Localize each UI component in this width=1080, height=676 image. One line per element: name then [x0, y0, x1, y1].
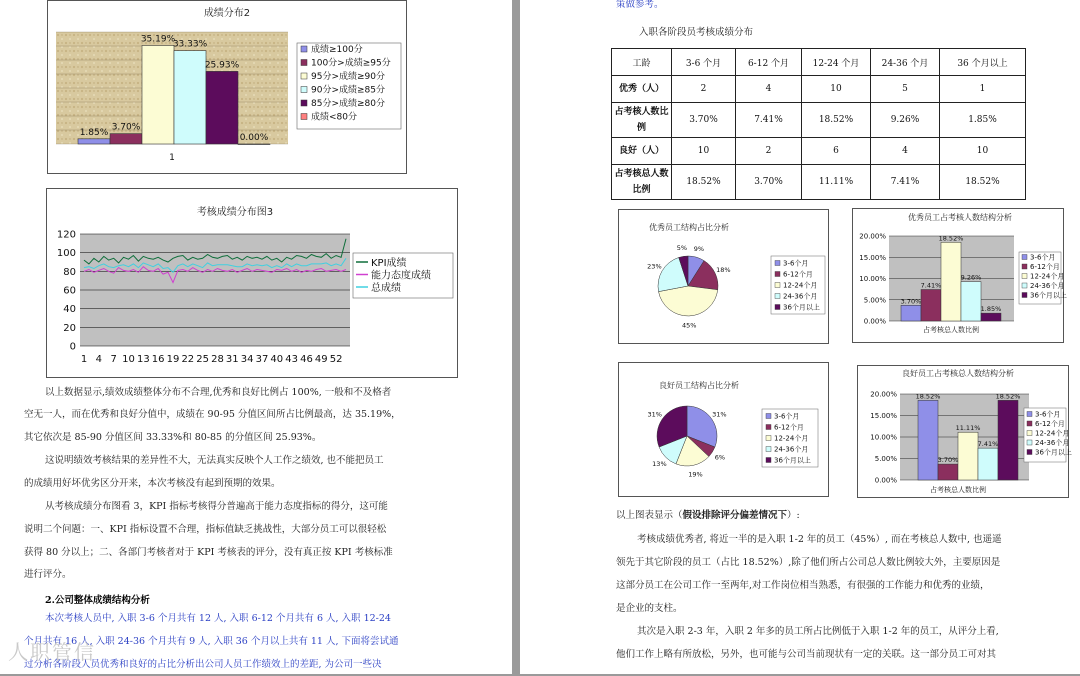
bar-data-label: 1.85%	[980, 305, 1002, 314]
chart2-bar	[238, 144, 270, 145]
excellent-ratio-svg	[853, 209, 1067, 342]
chart3-x-tick: 25	[196, 354, 210, 365]
pie-data-label: 45%	[681, 321, 697, 330]
table-header-cell: 24-36 个月	[871, 49, 940, 76]
pie-data-label: 23%	[647, 262, 662, 271]
blue-line-1: 本次考核人员中, 入职 3-6 个月共有 12 人, 入职 6-12 个月共有 6 人, 入职 12-24	[45, 613, 391, 624]
table-header-cell: 工龄	[612, 49, 672, 76]
legend-swatch	[1022, 283, 1027, 288]
chart3-x-tick: 31	[225, 354, 239, 365]
table-header-cell: 36 个月以上	[940, 49, 1026, 76]
table-header-cell: 6-12 个月	[736, 49, 802, 76]
chart2-legend-swatch	[301, 60, 307, 66]
chart3-x-tick: 37	[255, 354, 269, 365]
chart2-data-label: 1.85%	[79, 127, 109, 138]
chart3-y-tick: 100	[56, 248, 76, 260]
table-header-row	[612, 49, 1026, 76]
tenure-score-table	[611, 48, 1026, 200]
bar-data-label: 3.70%	[900, 297, 922, 306]
pie-data-label: 13%	[652, 460, 667, 469]
chart3-x-tick: 49	[314, 354, 328, 365]
bar	[938, 464, 958, 480]
chart3-x-tick: 4	[95, 354, 103, 365]
legend-label: 3-6个月	[774, 412, 800, 421]
chart3-y-tick: 80	[63, 266, 76, 278]
table-cell: 10	[940, 138, 1026, 165]
score-distribution-svg	[48, 1, 406, 173]
bar1-title: 优秀员工占考核人数结构分析	[908, 213, 1012, 222]
legend-swatch	[766, 436, 771, 441]
bar	[921, 290, 941, 321]
chart2-legend-swatch	[301, 73, 307, 79]
table-cell: 5	[871, 76, 940, 103]
table-row-label: 良好（人）	[612, 138, 672, 165]
right-line-6: 他们工作上略有所放松，另外，也可能与公司当前现状有一定的关联。这一部分员工可对其	[616, 649, 997, 660]
body-line-3: 其它依次是 85-90 分值区间 33.33%和 80-85 的分值区间 25.93%。	[24, 432, 322, 443]
body-line-7: 说明二个问题：一、KPI 指标设置不合理，指标值缺乏挑战性，大部分员工可以很轻松	[24, 524, 387, 535]
legend-label: 12-24个月	[1030, 272, 1065, 281]
chart3-y-tick: 120	[56, 229, 76, 241]
table-cell: 2	[736, 138, 802, 165]
right-line-3: 这部分员工在公司工作一至两年,对工作岗位相当熟悉，有很强的工作能力和优秀的业绩，	[616, 580, 990, 591]
chart2-data-label: 35.19%	[140, 34, 176, 45]
table-cell: 10	[802, 76, 871, 103]
bar	[961, 282, 981, 321]
document-page-right	[520, 0, 1080, 674]
legend-swatch	[1027, 431, 1032, 436]
bar-data-label: 9.26%	[960, 273, 982, 282]
pie2-title: 良好员工结构占比分析	[659, 381, 739, 390]
summary-line	[616, 505, 800, 527]
chart2-legend-label: 95分>成绩≥90分	[311, 72, 385, 82]
section-heading: 2.公司整体成绩结构分析	[45, 595, 150, 606]
chart2-bar	[174, 51, 206, 144]
body-line-9: 进行评分。	[24, 569, 72, 580]
right-line-1: 考核成绩优秀者, 将近一半的是入职 1-2 年的员工（45%）, 而在考核总人数中, 也遥遥	[637, 534, 1002, 545]
chart3-legend-label: 能力态度成绩	[371, 270, 431, 282]
pie-data-label: 18%	[716, 265, 731, 274]
summary-suffix: ）:	[787, 510, 800, 521]
chart3-x-tick: 34	[240, 354, 254, 365]
chart3-x-tick: 1	[80, 354, 88, 365]
bar	[978, 448, 998, 480]
legend-swatch	[1027, 450, 1032, 455]
legend-label: 3-6个月	[1030, 253, 1056, 262]
table-cell: 18.52%	[802, 103, 871, 138]
chart3-y-tick: 40	[63, 304, 76, 316]
bar1-x-label: 占考核总人数比例	[923, 326, 979, 334]
pie-slice	[659, 286, 718, 316]
chart3-title: 考核成绩分布图3	[196, 207, 274, 218]
chart3-legend-label: KPI成绩	[371, 258, 407, 269]
table-cell: 6	[802, 138, 871, 165]
chart3-x-tick: 16	[151, 354, 165, 365]
chart2-bar	[78, 139, 110, 144]
table-cell: 1.85%	[940, 103, 1026, 138]
legend-swatch	[1027, 421, 1032, 426]
chart2-bar	[206, 71, 238, 144]
bar	[958, 432, 978, 480]
chart2-data-label: 0.00%	[239, 133, 269, 143]
top-line: 策做参考。	[616, 0, 664, 10]
legend-swatch	[1022, 274, 1027, 279]
chart2-legend-swatch	[301, 100, 307, 106]
legend-swatch	[1022, 264, 1027, 269]
blue-line-3: 过分析各阶段人员优秀和良好的占比分析出公司人员工作绩效上的差距, 为公司一些决	[24, 659, 382, 670]
chart3-y-tick: 0	[69, 341, 76, 353]
bar-data-label: 3.70%	[937, 456, 959, 465]
table-cell: 18.52%	[672, 165, 736, 200]
chart3-y-tick: 60	[63, 285, 76, 297]
bar-y-tick: 15.00%	[870, 412, 897, 420]
good-pie-chart	[618, 362, 829, 497]
bar-y-tick: 0.00%	[863, 317, 886, 326]
good-ratio-bar-chart	[857, 365, 1072, 498]
legend-label: 12-24个月	[1035, 429, 1070, 438]
bar	[998, 400, 1018, 480]
legend-swatch	[775, 272, 780, 277]
legend-label: 3-6个月	[783, 259, 809, 268]
chart3-x-tick: 28	[211, 354, 224, 365]
pie-data-label: 19%	[688, 470, 703, 479]
bar-y-tick: 15.00%	[859, 253, 886, 262]
score-distribution-chart	[47, 0, 407, 174]
legend-swatch	[1027, 440, 1032, 445]
table-header-cell: 3-6 个月	[672, 49, 736, 76]
pie1-title: 优秀员工结构占比分析	[649, 223, 729, 232]
bar-data-label: 18.52%	[938, 234, 964, 243]
chart2-legend-label: 成绩≥100分	[311, 45, 363, 55]
chart2-legend-label: 100分>成绩≥95分	[311, 58, 391, 69]
chart2-legend-label: 90分>成绩≥85分	[311, 85, 385, 96]
table-cell: 7.41%	[871, 165, 940, 200]
table-caption: 入职各阶段员考核成绩分布	[639, 27, 754, 38]
bar-data-label: 11.11%	[955, 424, 981, 433]
watermark-logo: 人职管信	[8, 640, 96, 664]
chart3-x-tick: 22	[181, 354, 195, 365]
chart2-legend-swatch	[301, 46, 307, 52]
legend-label: 36个月以上	[1030, 291, 1067, 300]
chart2-data-label: 3.70%	[111, 122, 141, 133]
pie-data-label: 6%	[714, 453, 726, 462]
body-line-8: 获得 80 分以上；二、各部门考核者对于 KPI 考核表的评分，没有真正按 KPI 考核标准	[24, 547, 393, 558]
legend-label: 24-36个月	[1030, 282, 1065, 290]
legend-label: 24-36个月	[1035, 439, 1070, 447]
document-page-left	[0, 0, 512, 674]
right-line-5: 其次是入职 2-3 年，入职 2 年多的员工所占比例低于入职 1-2 年的员工，从评分上看,	[637, 626, 999, 637]
bar	[941, 242, 961, 321]
legend-swatch	[766, 414, 771, 419]
right-line-2: 领先于其它阶段的员工（占比 18.52%）,除了他们所占公司总人数比例较大外，主要原因是	[616, 557, 1001, 568]
table-cell: 1	[940, 76, 1026, 103]
table-cell: 10	[672, 138, 736, 165]
chart3-x-tick: 10	[122, 354, 135, 365]
body-line-1: 以上数据显示,绩效成绩整体分布不合理,优秀和良好比例占 100%, 一般和不及格者	[45, 387, 392, 398]
table-cell: 3.70%	[736, 165, 802, 200]
chart3-x-tick: 13	[136, 354, 150, 365]
legend-label: 6-12个月	[783, 270, 813, 279]
chart3-x-tick: 40	[270, 354, 284, 365]
table-row	[612, 76, 1026, 103]
pie-data-label: 31%	[712, 410, 727, 419]
legend-swatch	[1027, 412, 1032, 417]
chart2-title: 成绩分布2	[203, 8, 251, 19]
chart2-legend-swatch	[301, 114, 307, 120]
good-ratio-svg	[858, 366, 1072, 497]
legend-label: 12-24个月	[783, 281, 818, 290]
summary-bold: 假设排除评分偏差情况下	[682, 510, 788, 521]
good-pie-svg	[619, 363, 828, 496]
legend-label: 36个月以上	[783, 303, 820, 312]
summary-prefix: 以上图表显示（	[616, 510, 683, 521]
chart3-x-tick: 7	[110, 354, 117, 365]
chart2-data-label: 25.93%	[204, 60, 240, 71]
legend-swatch	[1022, 255, 1027, 260]
chart2-bar	[110, 134, 142, 144]
legend-swatch	[775, 305, 780, 310]
bar-data-label: 18.52%	[915, 392, 941, 401]
legend-label: 12-24个月	[774, 434, 809, 443]
bar-data-label: 7.41%	[977, 440, 999, 449]
legend-swatch	[1022, 293, 1027, 298]
chart3-x-tick: 19	[166, 354, 180, 365]
chart3-x-tick: 43	[285, 354, 298, 365]
chart2-legend-swatch	[301, 87, 307, 93]
body-line-5: 的成绩用好坏优劣区分开来，本次考核没有起到预期的效果。	[24, 478, 281, 489]
excellent-pie-chart	[618, 209, 829, 344]
chart2-legend-label: 85分>成绩≥80分	[311, 99, 385, 109]
chart2-data-label: 33.33%	[172, 39, 208, 50]
bar-y-tick: 20.00%	[870, 390, 897, 399]
legend-swatch	[775, 261, 780, 266]
bar-data-label: 18.52%	[995, 392, 1021, 401]
chart3-x-tick: 52	[329, 354, 343, 365]
table-cell: 3.70%	[672, 103, 736, 138]
legend-swatch	[766, 425, 771, 430]
table-cell: 2	[672, 76, 736, 103]
assessment-score-line-chart	[46, 188, 458, 378]
legend-swatch	[766, 458, 771, 463]
chart3-x-tick: 46	[300, 354, 313, 365]
bar-y-tick: 5.00%	[863, 296, 886, 305]
pie-data-label: 31%	[647, 410, 662, 419]
legend-label: 3-6个月	[1035, 410, 1061, 419]
table-row	[612, 165, 1026, 200]
excellent-ratio-bar-chart	[852, 208, 1067, 343]
chart3-y-tick: 20	[63, 322, 76, 334]
legend-label: 6-12个月	[1030, 263, 1060, 271]
assessment-score-svg	[47, 189, 457, 377]
body-line-6: 从考核成绩分布图看 3，KPI 指标考核得分普遍高于能力态度指标的得分，这可能	[45, 501, 388, 512]
table-cell: 4	[736, 76, 802, 103]
table-row	[612, 138, 1026, 165]
legend-label: 24-36个月	[774, 445, 809, 454]
bar-y-tick: 0.00%	[874, 476, 897, 485]
legend-label: 36个月以上	[1035, 448, 1072, 457]
blue-line-2: 个月共有 16 人, 入职 24-36 个月共有 9 人, 入职 36 个月以上共有 11 人, 下面将尝试通	[24, 636, 399, 647]
body-line-4: 这说明绩效考核结果的差异性不大，无法真实反映个人工作之绩效, 也不能把员工	[45, 455, 384, 466]
bar2-title: 良好员工占考核总人数结构分析	[902, 369, 1014, 378]
bar-y-tick: 5.00%	[874, 455, 897, 463]
pie-data-label: 5%	[676, 244, 688, 252]
table-row-label: 优秀（人）	[612, 76, 672, 103]
bar2-x-label: 占考核总人数比例	[930, 486, 986, 494]
table-row	[612, 103, 1026, 138]
bar-data-label: 7.41%	[920, 281, 942, 290]
table-header-cell: 12-24 个月	[802, 49, 871, 76]
table-cell: 18.52%	[940, 165, 1026, 200]
pie-data-label: 9%	[693, 245, 705, 253]
bar	[901, 305, 921, 321]
table-cell: 4	[871, 138, 940, 165]
legend-label: 6-12个月	[1035, 420, 1065, 428]
table-cell: 11.11%	[802, 165, 871, 200]
bar	[918, 400, 938, 480]
legend-swatch	[766, 447, 771, 452]
chart3-legend-label: 总成绩	[371, 283, 401, 294]
chart2-legend-label: 成绩<80分	[311, 112, 357, 123]
legend-label: 36个月以上	[774, 456, 811, 465]
bar	[981, 313, 1001, 321]
table-cell: 9.26%	[871, 103, 940, 138]
body-line-2: 空无一人，而在优秀和良好分值中，成绩在 90-95 分值区间所占比例最高，达 35.19%，	[24, 409, 401, 420]
bar-y-tick: 10.00%	[870, 433, 897, 442]
bar-y-tick: 20.00%	[859, 232, 886, 241]
chart2-bar	[142, 45, 174, 144]
right-line-4: 是企业的支柱。	[616, 603, 683, 614]
chart2-x-label: 1	[169, 153, 175, 163]
table-cell: 7.41%	[736, 103, 802, 138]
legend-swatch	[775, 283, 780, 288]
legend-label: 24-36个月	[783, 292, 818, 301]
bar-y-tick: 10.00%	[859, 275, 886, 283]
table-row-label: 占考核人数比例	[612, 103, 672, 138]
legend-swatch	[775, 294, 780, 299]
excellent-pie-svg	[619, 210, 828, 343]
table-row-label: 占考核总人数比例	[612, 165, 672, 200]
legend-label: 6-12个月	[774, 423, 804, 432]
